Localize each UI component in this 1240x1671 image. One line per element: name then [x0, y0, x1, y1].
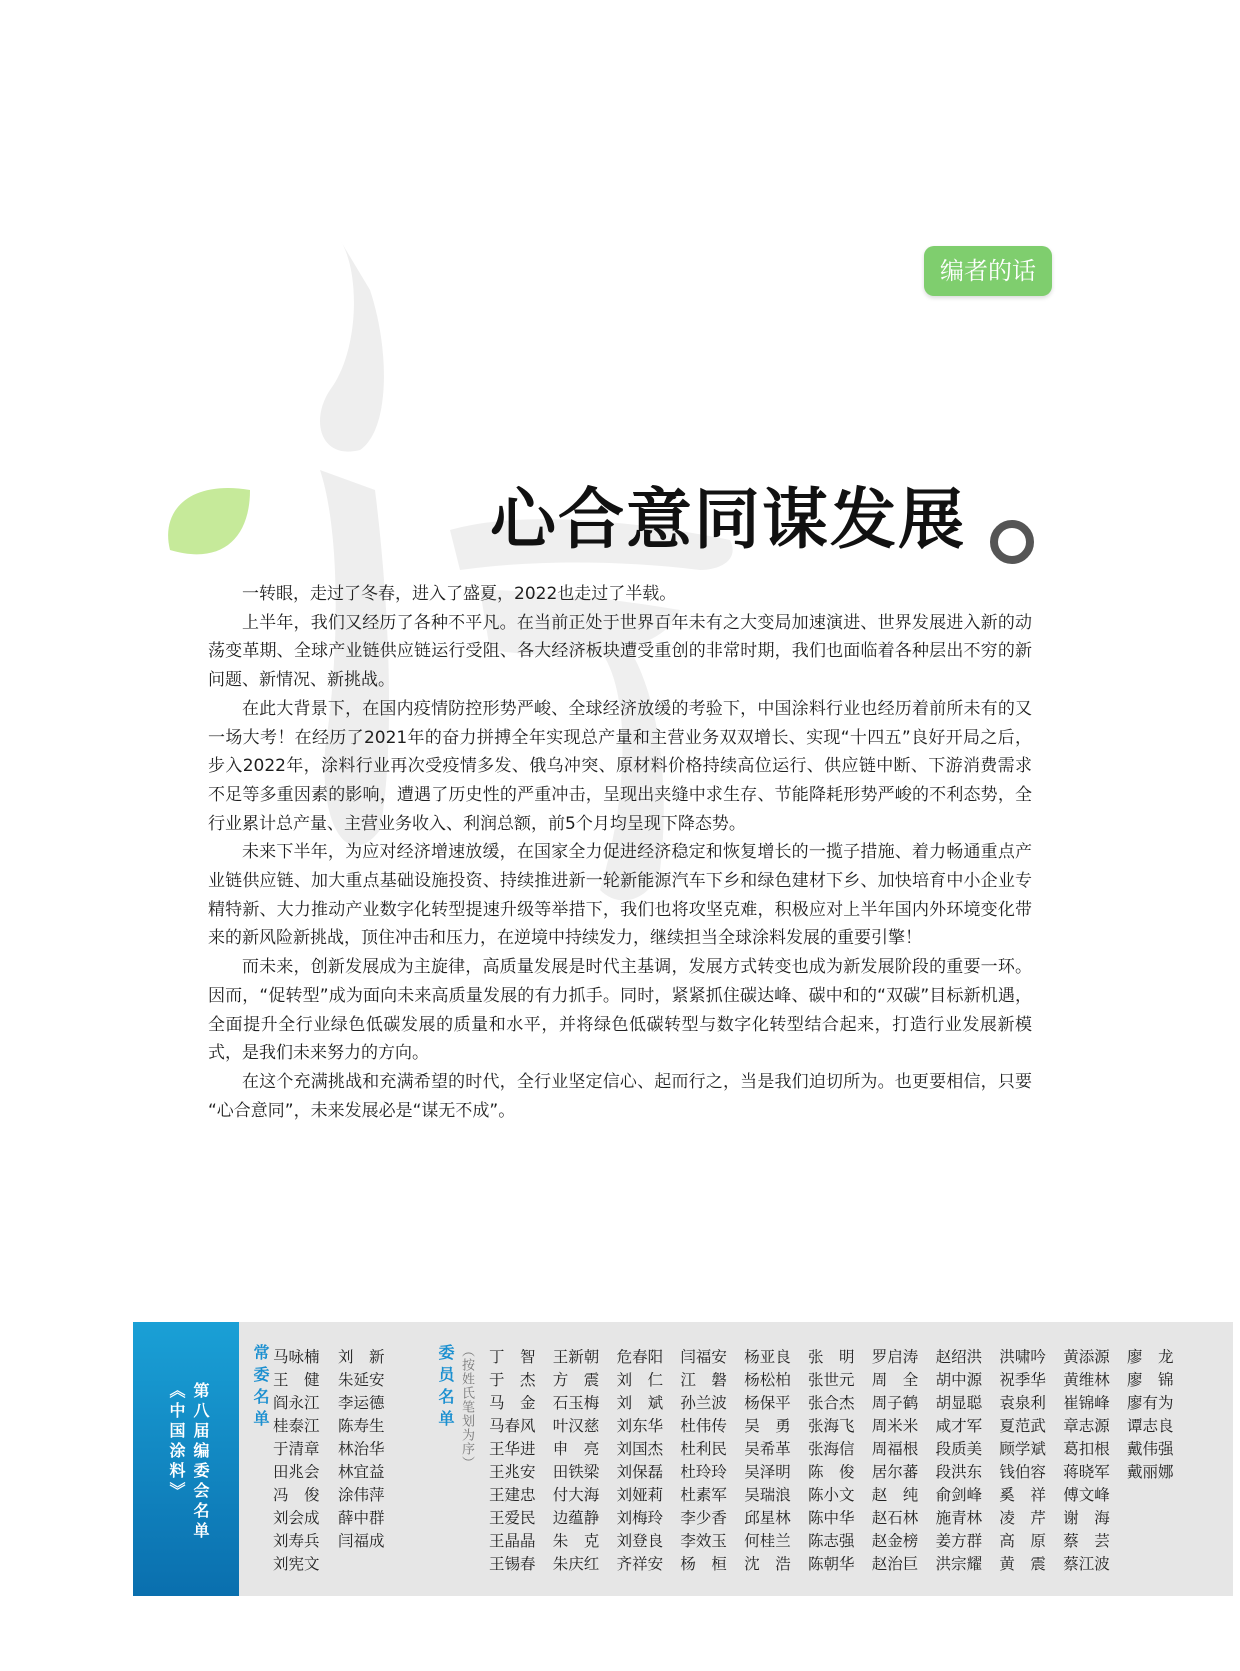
name: 周 全: [871, 1371, 919, 1389]
name: 谢 海: [1063, 1509, 1110, 1527]
name: 马春风: [489, 1417, 536, 1435]
name: 奚 祥: [999, 1486, 1046, 1504]
name: 邱星林: [744, 1509, 791, 1527]
standing-committee-heading: 常委名单: [251, 1344, 270, 1432]
name: 朱延安: [338, 1371, 385, 1389]
paragraph: 未来下半年，为应对经济增速放缓，在国家全力促进经济稳定和恢复增长的一揽子措施、着力畅通重点产业链供应链、加大重点基础设施投资、持续推进新一轮新能源汽车下乡和绿色建材下乡、加快培育中小企业专精特新、大力推动产业数字化转型提速升级等举措下，我们也将攻坚克难，积极应对上半年国内外环境变化带来的新风险新挑战，顶住冲击和压力，在逆境中持续发力，继续担当全球涂料发展的重要引擎！: [208, 842, 1032, 949]
name: 林宜益: [338, 1463, 385, 1481]
name: 吴希革: [744, 1440, 791, 1458]
name: 段洪东: [935, 1463, 983, 1481]
name: 袁泉利: [999, 1394, 1046, 1412]
name: 王建忠: [489, 1486, 536, 1504]
name: 陈志强: [808, 1532, 855, 1550]
paragraph: 一转眼，走过了冬春，进入了盛夏，2022也走过了半载。: [242, 584, 677, 604]
name: 江 磐: [680, 1371, 727, 1389]
name: 刘娅莉: [616, 1486, 664, 1504]
name: 赵治巨: [871, 1555, 919, 1573]
name: 冯 俊: [273, 1486, 320, 1504]
name: 洪宗耀: [935, 1555, 983, 1573]
name: 胡中源: [935, 1371, 983, 1389]
name: 刘国杰: [616, 1440, 664, 1458]
name: 马 金: [489, 1394, 536, 1412]
green-leaf-decoration: [160, 470, 260, 570]
name: 杨亚良: [744, 1348, 791, 1366]
name: 施青林: [935, 1509, 983, 1527]
name: 杨松柏: [744, 1371, 791, 1389]
member-names-col: [936, 1346, 1000, 1576]
name: 田兆会: [273, 1463, 320, 1481]
committee-tab-title: 第八届编委会名单: [191, 1382, 210, 1542]
member-names-col: [808, 1346, 872, 1576]
name: 陈中华: [808, 1509, 855, 1527]
name: 周子鹤: [871, 1394, 919, 1412]
name: 戴丽娜: [1127, 1463, 1174, 1481]
name: 杨 桓: [680, 1555, 727, 1573]
name: 何桂兰: [744, 1532, 791, 1550]
committee-members-heading: 委员名单: [436, 1344, 455, 1432]
name: 杜素军: [680, 1486, 727, 1504]
name: 杜伟传: [680, 1417, 727, 1435]
member-names-col: [553, 1346, 617, 1576]
name: 张世元: [808, 1371, 855, 1389]
name: 王晶晶: [489, 1532, 536, 1550]
name: 桂泰江: [273, 1417, 320, 1435]
name: 赵石林: [871, 1509, 919, 1527]
name: 杜利民: [680, 1440, 727, 1458]
paragraph: 在这个充满挑战和充满希望的时代，全行业坚定信心、起而行之，当是我们迫切所为。也更要相信，只要 “心合意同”，未来发展必是“谋无不成”。: [208, 1071, 1032, 1121]
name: 凌 芹: [999, 1509, 1046, 1527]
name: 于清章: [273, 1440, 320, 1458]
name: 刘宪文: [273, 1555, 320, 1573]
name: 闫福成: [338, 1532, 385, 1550]
article-title: 心合意同谋发展: [490, 480, 966, 558]
name: 刘 斌: [616, 1394, 664, 1412]
name: 阎永江: [273, 1394, 320, 1412]
name: 王爱民: [489, 1509, 536, 1527]
name: 周福根: [871, 1440, 919, 1458]
name: 吴泽明: [744, 1463, 791, 1481]
name: 刘会成: [273, 1509, 320, 1527]
name: 朱 克: [552, 1532, 600, 1550]
name: 王 健: [273, 1371, 320, 1389]
name: 蔡江波: [1063, 1555, 1110, 1573]
name: 危春阳: [616, 1348, 664, 1366]
name: 张 明: [808, 1348, 855, 1366]
name: 祝季华: [999, 1371, 1046, 1389]
name: 林治华: [338, 1440, 385, 1458]
name: 赵绍洪: [935, 1348, 983, 1366]
name: 边蕴静: [552, 1509, 600, 1527]
member-names-col: [744, 1346, 808, 1576]
name: 李运德: [338, 1394, 385, 1412]
name: 刘东华: [616, 1417, 664, 1435]
member-names-col: [999, 1346, 1063, 1576]
name: 叶汉慈: [552, 1417, 600, 1435]
name: 廖 锦: [1127, 1371, 1174, 1389]
name: 涂伟萍: [338, 1486, 385, 1504]
name: 咸才军: [935, 1417, 983, 1435]
name: 刘保磊: [616, 1463, 664, 1481]
name: 王锡春: [489, 1555, 536, 1573]
name: 黄 震: [999, 1555, 1046, 1573]
name: 齐祥安: [616, 1555, 664, 1573]
title-circle-mark: [990, 520, 1034, 564]
name: 方 震: [552, 1371, 600, 1389]
name: 罗启涛: [871, 1348, 919, 1366]
name: 周米米: [871, 1417, 919, 1435]
name: 崔锦峰: [1063, 1394, 1110, 1412]
name: 谭志良: [1127, 1417, 1174, 1435]
name: 钱伯容: [999, 1463, 1046, 1481]
name: 黄维林: [1063, 1371, 1110, 1389]
name: 杜玲玲: [680, 1463, 727, 1481]
name: 段质美: [935, 1440, 983, 1458]
name: 陈寿生: [338, 1417, 385, 1435]
name: 张合杰: [808, 1394, 855, 1412]
member-names-col: [489, 1346, 553, 1576]
name: 刘梅玲: [616, 1509, 664, 1527]
member-names-col: [872, 1346, 936, 1576]
section-badge: 编者的话: [924, 246, 1052, 296]
magazine-name: 《中国涂料》: [167, 1382, 186, 1502]
name: 丁 智: [489, 1348, 536, 1366]
name: 吴 勇: [744, 1417, 791, 1435]
name: 洪啸吟: [999, 1348, 1046, 1366]
committee-panel: [133, 1322, 1233, 1596]
member-names-col: [1127, 1346, 1191, 1484]
name: 王新朝: [552, 1348, 600, 1366]
name: 廖有为: [1127, 1394, 1174, 1412]
name: 李效玉: [680, 1532, 727, 1550]
name: 顾学斌: [999, 1440, 1046, 1458]
name: 闫福安: [680, 1348, 727, 1366]
name: 赵 纯: [871, 1486, 919, 1504]
member-names-col: [1063, 1346, 1127, 1576]
paragraph: 上半年，我们又经历了各种不平凡。在当前正处于世界百年未有之大变局加速演进、世界发展进入新的动荡变革期、全球产业链供应链运行受阻、各大经济板块遭受重创的非常时期，我们也面临着各种层出不穷的新问题、新情况、新挑战。: [208, 612, 1032, 691]
paragraph: 而未来，创新发展成为主旋律，高质量发展是时代主基调，发展方式转变也成为新发展阶段的重要一环。因而，“促转型”成为面向未来高质量发展的有力抓手。同时，紧紧抓住碳达峰、碳中和的“双碳”目标新机遇，全面提升全行业绿色低碳发展的质量和水平，并将绿色低碳转型与数字化转型结合起来，打造行业发展新模式，是我们未来努力的方向。: [208, 957, 1032, 1064]
name: 薛中群: [338, 1509, 385, 1527]
name: 朱庆红: [552, 1555, 600, 1573]
name: 廖 龙: [1127, 1348, 1174, 1366]
member-names-col: [617, 1346, 681, 1576]
name: 张海信: [808, 1440, 855, 1458]
name: 赵金榜: [871, 1532, 919, 1550]
name: 孙兰波: [680, 1394, 727, 1412]
paragraph: 在此大背景下，在国内疫情防控形势严峻、全球经济放缓的考验下，中国涂料行业也经历着前所未有的又一场大考！在经历了2021年的奋力拼搏全年实现总产量和主营业务双双增长、实现“十四五”良好开局之后，步入2022年，涂料行业再次受疫情多发、俄乌冲突、原材料价格持续高位运行、供应链中断、下游消费需求不足等多重因素的影响，遭遇了历史性的严重冲击，呈现出夹缝中求生存、节能降耗形势严峻的不利态势，全行业累计总产量、主营业务收入、利润总额，前5个月均呈现下降态势。: [208, 698, 1032, 834]
name: 刘 仁: [616, 1371, 664, 1389]
name: 陈 俊: [808, 1463, 855, 1481]
name: 葛扣根: [1063, 1440, 1110, 1458]
name: 戴伟强: [1127, 1440, 1174, 1458]
name: 黄添源: [1063, 1348, 1110, 1366]
name: 胡显聪: [935, 1394, 983, 1412]
name: 王华进: [489, 1440, 536, 1458]
name: 蔡 芸: [1063, 1532, 1110, 1550]
name: 蒋晓军: [1063, 1463, 1110, 1481]
name: 吴瑞浪: [744, 1486, 791, 1504]
name: 于 杰: [489, 1371, 536, 1389]
name: 申 亮: [552, 1440, 600, 1458]
name: 杨保平: [744, 1394, 791, 1412]
name: 高 原: [999, 1532, 1046, 1550]
name: 姜方群: [935, 1532, 983, 1550]
name: 王兆安: [489, 1463, 536, 1481]
name: 田铁梁: [552, 1463, 600, 1481]
name: 刘登良: [616, 1532, 664, 1550]
name: 夏范武: [999, 1417, 1046, 1435]
standing-names-col-2: [338, 1346, 402, 1553]
name: 刘寿兵: [273, 1532, 320, 1550]
name: 马咏楠: [273, 1348, 320, 1366]
member-names-col: [680, 1346, 744, 1576]
name: 石玉梅: [552, 1394, 600, 1412]
article-body: [208, 580, 1032, 1125]
name: 章志源: [1063, 1417, 1110, 1435]
name: 付大海: [552, 1486, 600, 1504]
name: 傅文峰: [1063, 1486, 1110, 1504]
name: 沈 浩: [744, 1555, 791, 1573]
name: 张海飞: [808, 1417, 855, 1435]
name: 陈小文: [808, 1486, 855, 1504]
name: 居尔蕃: [871, 1463, 919, 1481]
standing-names-col-1: [273, 1346, 337, 1576]
sort-order-note: （按姓氏笔划为序）: [459, 1344, 474, 1470]
name: 陈朝华: [808, 1555, 855, 1573]
name: 刘 新: [338, 1348, 385, 1366]
name: 李少香: [680, 1509, 727, 1527]
committee-tab: [133, 1322, 239, 1596]
name: 俞剑峰: [935, 1486, 983, 1504]
